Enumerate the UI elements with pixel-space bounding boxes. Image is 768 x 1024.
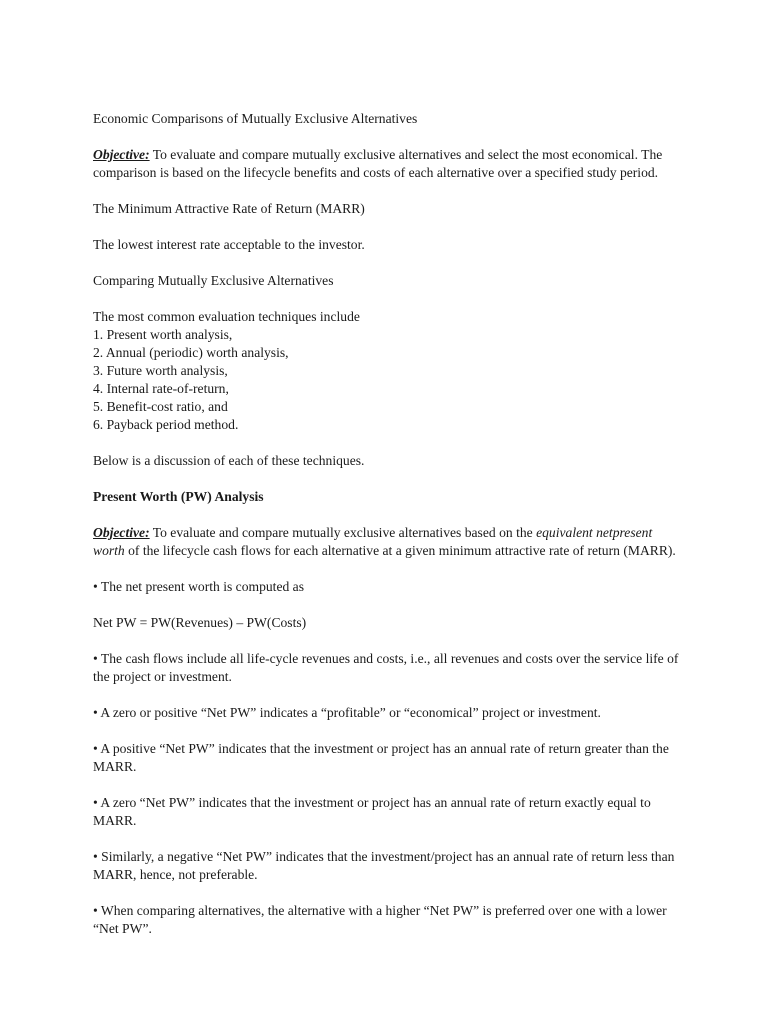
objective-label-1: Objective: [93,147,150,162]
formula-line: Net PW = PW(Revenues) – PW(Costs) [93,615,307,630]
bullet-paragraph: • Similarly, a negative “Net PW” indicates that the investment/project has an annual rate of return less than MARR, hence, not preferable. [93,849,675,882]
objective-label-2: Objective: [93,525,150,540]
techniques-list [93,326,683,434]
objective-paragraph-1 [93,146,683,182]
bullet-paragraph: • A zero or positive “Net PW” indicates a “profitable” or “economical” project or investment. [93,705,601,720]
objective-paragraph-2 [93,524,683,560]
technique-item: 4. Internal rate-of-return, [93,381,229,396]
marr-heading: The Minimum Attractive Rate of Return (MARR) [93,201,365,216]
bullet-paragraph: • A positive “Net PW” indicates that the investment or project has an annual rate of return greater than the MARR. [93,741,669,774]
document-body [93,110,683,938]
bullet-paragraph: • The net present worth is computed as [93,579,305,594]
techniques-intro: The most common evaluation techniques include [93,309,360,324]
marr-definition: The lowest interest rate acceptable to the investor. [93,237,365,252]
bullet-paragraph: • When comparing alternatives, the alternative with a higher “Net PW” is preferred over one with a lower “Net PW”. [93,903,667,936]
objective-text-2a: To evaluate and compare mutually exclusive alternatives based on the [149,525,537,540]
technique-item: 3. Future worth analysis, [93,363,228,378]
technique-item: 5. Benefit-cost ratio, and [93,399,228,414]
below-note: Below is a discussion of each of these techniques. [93,453,365,468]
objective-emphasis: equivalent netpresent worth [93,525,653,558]
objective-text-1: To evaluate and compare mutually exclusive alternatives and select the most economical. The comparison is based on the lifecycle benefits and costs of each alternative over a specified study period. [93,147,663,180]
technique-item: 1. Present worth analysis, [93,327,233,342]
bullet-paragraph: • A zero “Net PW” indicates that the investment or project has an annual rate of return exactly equal to MARR. [93,795,651,828]
comparing-heading: Comparing Mutually Exclusive Alternatives [93,273,334,288]
objective-text-2b: of the lifecycle cash flows for each alternative at a given minimum attractive rate of return (MARR). [124,543,676,558]
bullet-paragraph: • The cash flows include all life-cycle revenues and costs, i.e., all revenues and costs over the service life of the project or investment. [93,651,679,684]
document-title: Economic Comparisons of Mutually Exclusive Alternatives [93,111,418,126]
technique-item: 6. Payback period method. [93,417,239,432]
technique-item: 2. Annual (periodic) worth analysis, [93,345,289,360]
pw-heading: Present Worth (PW) Analysis [93,489,264,504]
